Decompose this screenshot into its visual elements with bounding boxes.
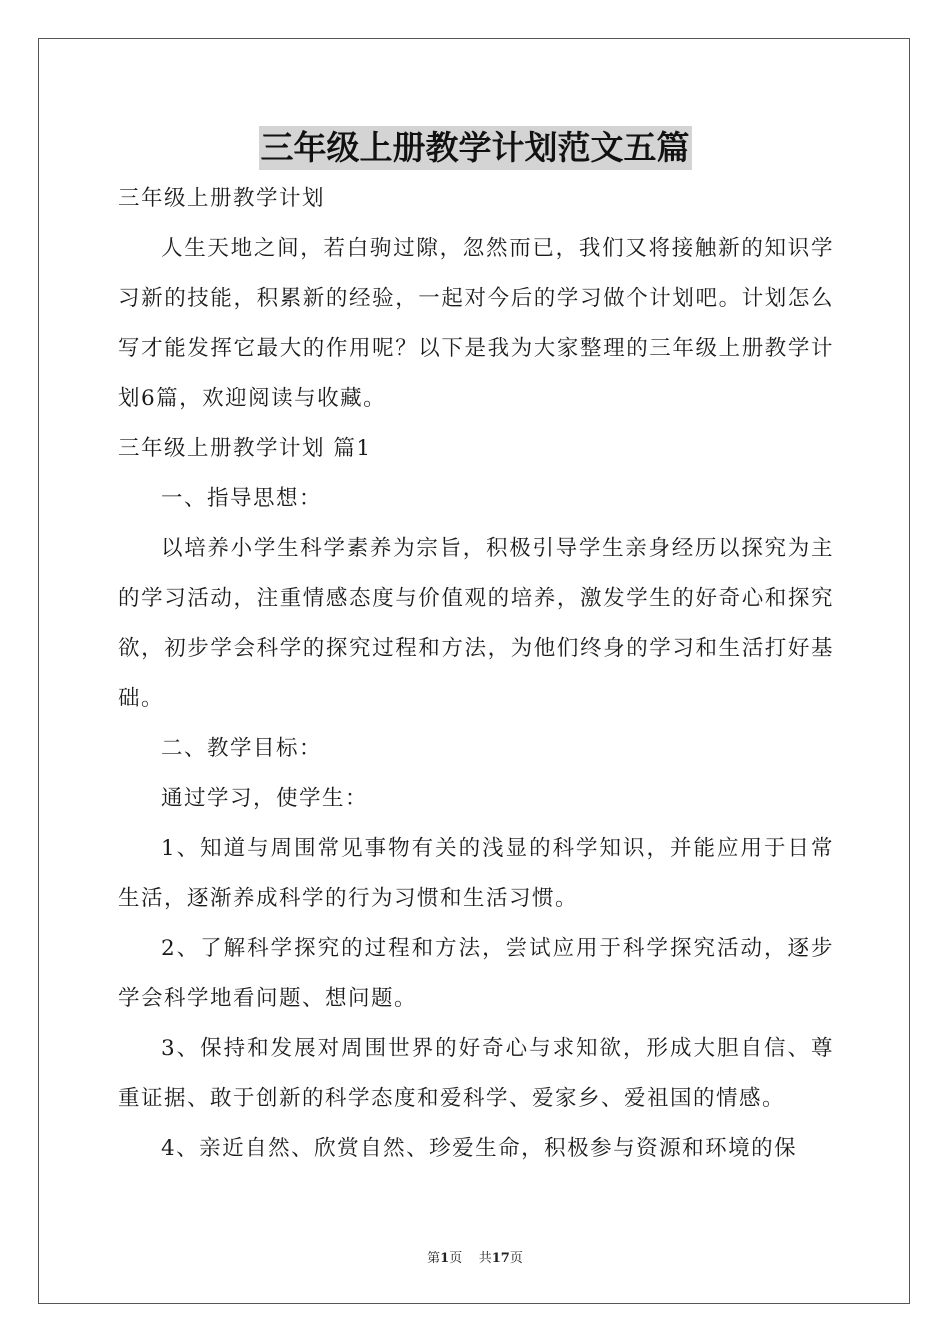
footer-page-total: 17 — [491, 1251, 510, 1266]
paragraph-subtitle: 三年级上册教学计划 — [118, 186, 326, 211]
paragraph-through-learning: 通过学习，使学生： — [161, 786, 369, 811]
footer-page-mid: 页 共 — [449, 1251, 492, 1266]
paragraph-goal-1: 1、知道与周围常见事物有关的浅显的科学知识，并能应用于日常生活，逐渐养成科学的行为习惯和生活习惯。 — [118, 836, 834, 911]
footer-page-suffix: 页 — [509, 1251, 523, 1266]
paragraph-goal-4: 4、亲近自然、欣赏自然、珍爱生命，积极参与资源和环境的保 — [161, 1136, 798, 1161]
paragraph-goal-3: 3、保持和发展对周围世界的好奇心与求知欲，形成大胆自信、尊重证据、敢于创新的科学态度和爱科学、爱家乡、爱祖国的情感。 — [118, 1036, 834, 1111]
footer-page-current: 1 — [440, 1251, 450, 1266]
footer-page-prefix: 第 — [427, 1251, 441, 1266]
paragraph-guiding-ideology-heading: 一、指导思想： — [161, 486, 323, 511]
paragraph-section-heading: 三年级上册教学计划 篇1 — [118, 436, 372, 461]
paragraph-intro: 人生天地之间，若白驹过隙，忽然而已，我们又将接触新的知识学习新的技能，积累新的经验，一起对今后的学习做个计划吧。计划怎么写才能发挥它最大的作用呢？以下是我为大家整理的三年级上册教学计划6篇，欢迎阅读与收藏。 — [118, 236, 834, 411]
document-body — [118, 174, 834, 1174]
paragraph-goal-2: 2、了解科学探究的过程和方法，尝试应用于科学探究活动，逐步学会科学地看问题、想问题。 — [118, 936, 834, 1011]
document-title: 三年级上册教学计划范文五篇 — [259, 126, 692, 170]
title-wrapper — [0, 126, 950, 170]
paragraph-guiding-ideology: 以培养小学生科学素养为宗旨，积极引导学生亲身经历以探究为主的学习活动，注重情感态度与价值观的培养，激发学生的好奇心和探究欲，初步学会科学的探究过程和方法，为他们终身的学习和生活打好基础。 — [118, 536, 834, 711]
paragraph-teaching-goals-heading: 二、教学目标： — [161, 736, 323, 761]
page-footer — [0, 1247, 950, 1266]
